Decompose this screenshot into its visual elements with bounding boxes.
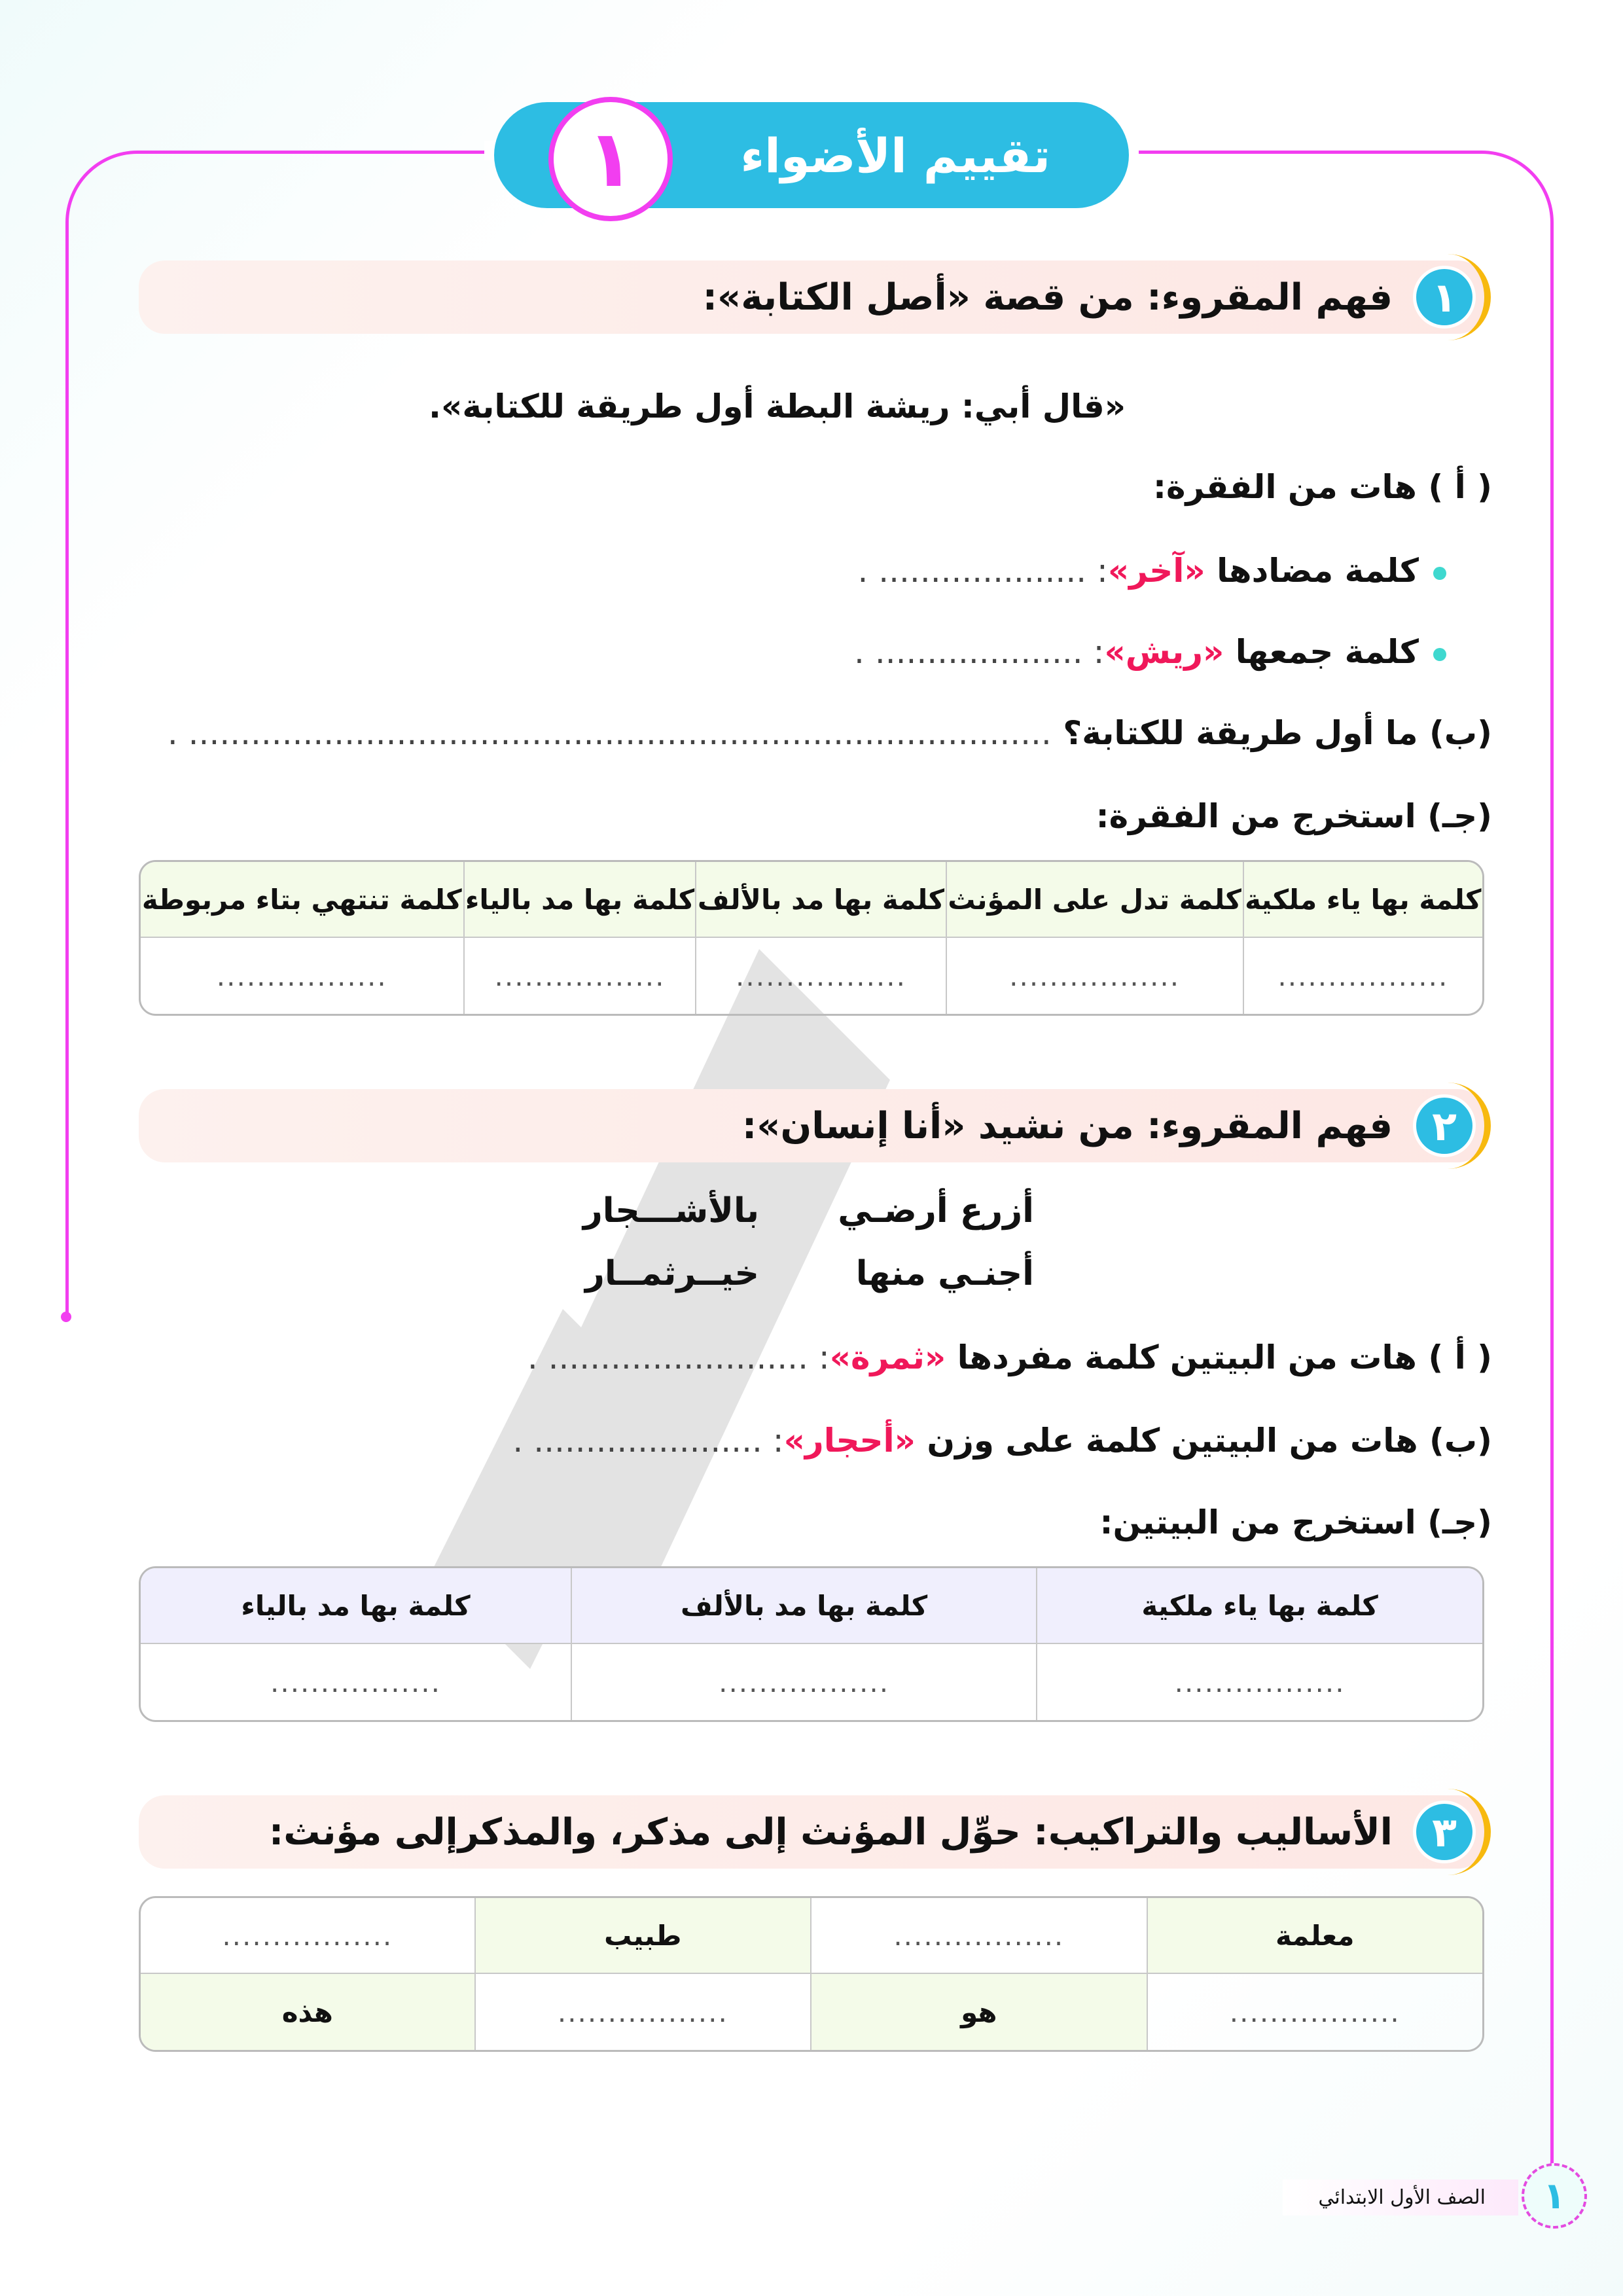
section-heading: فهم المقروء: من قصة «أصل الكتابة»:	[702, 276, 1393, 319]
answer-cell[interactable]: .................	[474, 1974, 810, 2050]
word-cell: طبيب	[474, 1898, 810, 1974]
section-2-header	[139, 1089, 1484, 1162]
poem-verse: بالأشـــجار	[582, 1191, 759, 1230]
table-header: كلمة تدل على المؤنث	[946, 862, 1243, 938]
answer-cell[interactable]: .................	[571, 1644, 1036, 1720]
poem-verse: خيــرثمــار	[585, 1254, 759, 1293]
answer-cell[interactable]: .................	[463, 938, 696, 1014]
page-number: ١	[1522, 2163, 1587, 2229]
bullet-icon	[1433, 648, 1446, 661]
section-3-header	[139, 1795, 1484, 1869]
answer-cell[interactable]: .................	[270, 1666, 441, 1698]
word-cell: معلمة	[1147, 1898, 1482, 1974]
table-header: كلمة بها مد بالياء	[463, 862, 696, 938]
quote: «قال أبي: ريشة البطة أول طريقة للكتابة».	[429, 387, 1126, 425]
table-header: كلمة بها مد بالألف	[571, 1568, 1036, 1644]
table-header: كلمة بها ياء ملكية	[1036, 1568, 1482, 1644]
answer-blank[interactable]: : ......................... .	[527, 1338, 830, 1376]
poem-verse: أزرع أرضـي	[838, 1191, 1034, 1230]
table-header: كلمة تنتهي بتاء مربوطة	[141, 862, 463, 938]
gender-table	[139, 1896, 1484, 2052]
title-number: ١	[548, 97, 673, 221]
answer-blank[interactable]: : ...................... .	[512, 1422, 784, 1460]
table-header: كلمة بها مد بالياء	[141, 1568, 571, 1644]
answer-cell[interactable]: .................	[216, 960, 387, 992]
section-heading: الأساليب والتراكيب: حوِّل المؤنث إلى مذكر، والمذكرإلى مؤنث:	[268, 1810, 1393, 1854]
answer-cell[interactable]: .................	[946, 938, 1243, 1014]
question-b: (ب) هات من البيتين كلمة على وزن «أحجار»: ...................... .	[512, 1422, 1492, 1460]
section-number-badge: ٣	[1404, 1789, 1491, 1875]
extract-table-1	[139, 860, 1484, 1016]
title-banner	[494, 102, 1129, 208]
table-header: كلمة بها ياء ملكية	[1243, 862, 1482, 938]
frame-dot	[61, 1312, 71, 1322]
answer-cell[interactable]: .................	[1147, 1974, 1482, 2050]
question-a: ( أ ) هات من البيتين كلمة مفردها «ثمرة»: ......................... .	[527, 1338, 1492, 1376]
answer-blank[interactable]: : .................... .	[854, 633, 1105, 671]
page-frame	[65, 151, 1554, 2179]
answer-cell[interactable]: .................	[1036, 1644, 1482, 1720]
answer-cell[interactable]: .................	[1243, 938, 1482, 1014]
table-header: كلمة بها مد بالألف	[695, 862, 945, 938]
section-number-badge: ١	[1404, 254, 1491, 340]
bullet-icon	[1433, 567, 1446, 580]
word-cell: هو	[810, 1974, 1146, 2050]
page-title: تقييم الأضواء	[740, 128, 1050, 183]
question-a: ( أ ) هات من الفقرة:	[1152, 468, 1492, 506]
section-1-header	[139, 260, 1484, 334]
answer-blank[interactable]: ................................................................................... .	[167, 714, 1052, 752]
answer-blank[interactable]: : .................... .	[857, 552, 1108, 590]
answer-cell[interactable]: .................	[810, 1898, 1146, 1974]
bullet-item: كلمة جمعها «ريش»: .................... .	[854, 633, 1446, 671]
word-cell: هذه	[141, 1974, 474, 2050]
section-number-badge: ٢	[1404, 1083, 1491, 1169]
answer-cell[interactable]: .................	[141, 1898, 474, 1974]
question-c: (جـ) استخرج من الفقرة:	[1096, 797, 1492, 835]
answer-cell[interactable]: .................	[695, 938, 945, 1014]
question-c: (جـ) استخرج من البيتين:	[1099, 1503, 1492, 1541]
poem-verse: أجنـي منها	[855, 1254, 1034, 1293]
extract-table-2	[139, 1566, 1484, 1722]
grade-label: الصف الأول الابتدائي	[1283, 2179, 1518, 2215]
bullet-item: كلمة مضادها «آخر»: .................... .	[857, 552, 1446, 590]
section-heading: فهم المقروء: من نشيد «أنا إنسان»:	[741, 1104, 1393, 1147]
question-b: (ب) ما أول طريقة للكتابة؟ ................................................................................... .	[167, 714, 1492, 752]
